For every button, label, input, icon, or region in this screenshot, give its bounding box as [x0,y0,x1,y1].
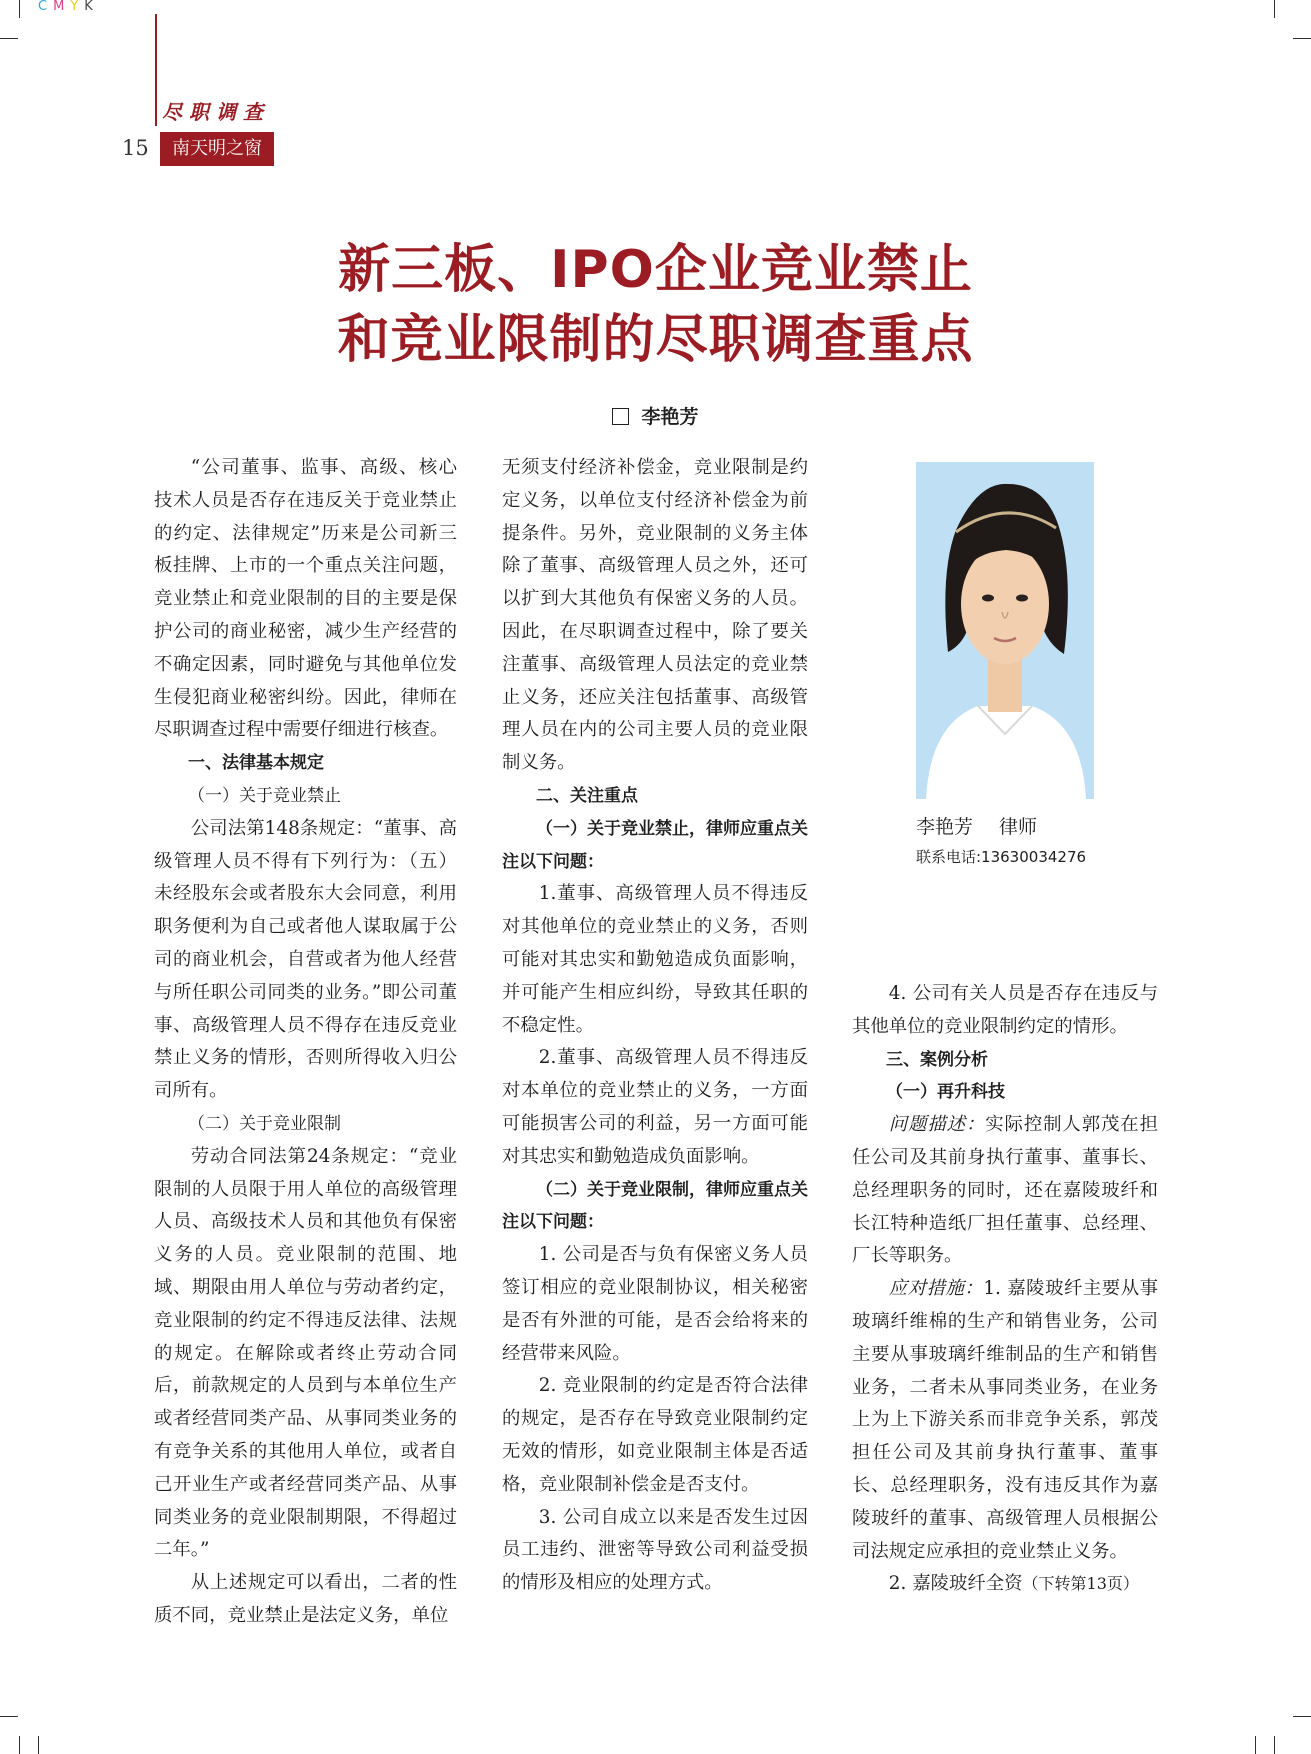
author-name: 李艳芳 [641,406,699,428]
paragraph: 3. 公司自成立以来是否发生过因员工违约、泄密等导致公司利益受损的情形及相应的处理方式。 [502,1506,808,1594]
column-badge: 南天明之窗 [160,132,274,166]
crop-mark [19,0,20,18]
section-heading: 一、法律基本规定 [188,753,324,774]
paragraph: 公司法第148条规定：“董事、高级管理人员不得有下列行为：（五）未经股东会或者股东大会同意，利用职务便利为自己或者他人谋取属于公司的商业机会，自营或者为他人经营与所任职公司同类的业务。”即公司董事、高级管理人员不得存在违反竞业禁止义务的情形，否则所得收入归公司所有。 [154,817,457,1102]
text-column-2 [502,452,808,1600]
crop-mark [0,38,18,39]
sub-heading: （二）关于竞业限制 [188,1113,341,1134]
photo-title: 律师 [999,816,1038,838]
article-title-line-1: 新三板、IPO企业竞业禁止 [338,240,973,300]
photo-name: 李艳芳 [916,816,974,838]
measure-text: 1. 嘉陵玻纤主要从事玻璃纤维棉的生产和销售业务，公司主要从事玻璃纤维制品的生产和销售业务，二者未从事同类业务，在业务上为上下游关系而非竞争关系，郭茂担任公司及其前身执行董事、董事长、总经理职务，没有违反其作为嘉陵玻纤的董事、高级管理人员根据公司法规定应承担的竞业禁止义务。 [852,1278,1158,1562]
paragraph: 2. 竞业限制的约定是否符合法律的规定，是否存在导致竞业限制约定无效的情形，如竞业限制主体是否适格，竞业限制补偿金是否支付。 [502,1375,808,1495]
section-label: 尽职调查 [162,100,270,124]
paragraph: 从上述规定可以看出，二者的性质不同，竞业禁止是法定义务，单位 [154,1572,457,1626]
photo-caption [916,812,1037,839]
crop-mark [19,1736,20,1754]
paragraph: 劳动合同法第24条规定：“竞业限制的人员限于用人单位的高级管理人员、高级技术人员和其他负有保密义务的人员。竞业限制的范围、地域、期限由用人单位与劳动者约定，竞业限制的约定不得违反法律、法规的规定。在解除或者终止劳动合同后，前款规定的人员到与本单位生产或者经营同类产品、从事同类业务的有竞争关系的其他用人单位，或者自己开业生产或者经营同类产品、从事同类业务的竞业限制期限，不得超过二年。” [154,1145,457,1561]
byline [0,402,1311,429]
sub-heading: （一）关于竞业禁止，律师应重点关注以下问题： [502,818,808,872]
measure-label: 应对措施： [888,1278,984,1300]
paragraph [852,1273,1158,1568]
sub-heading: （二）关于竞业限制，律师应重点关注以下问题： [502,1179,808,1233]
text-column-1 [154,452,457,1633]
crop-mark [38,1736,39,1754]
text-column-3 [852,978,1158,1601]
paragraph: 1. 公司是否与负有保密义务人员签订相应的竞业限制协议，相关秘密是否有外泄的可能，是否会给将来的经营带来风险。 [502,1244,808,1364]
sub-heading: （一）再升科技 [886,1082,1005,1103]
issue-text: 实际控制人郭茂在担任公司及其前身执行董事、董事长、总经理职务的同时，还在嘉陵玻纤和长江特种造纸厂担任董事、总经理、厂长等职务。 [852,1114,1158,1267]
paragraph: 1.董事、高级管理人员不得违反对其他单位的竞业禁止的义务，否则可能对其忠实和勤勉造成负面影响，并可能产生相应纠纷，导致其任职的不稳定性。 [502,883,808,1036]
crop-mark [1274,1736,1275,1754]
byline-box-icon [612,408,629,425]
continued-note: （下转第13页） [1022,1574,1139,1594]
contact-phone: 联系电话:13630034276 [916,848,1087,866]
article-title-line-2: 和竞业限制的尽职调查重点 [337,310,974,370]
paragraph: 2.董事、高级管理人员不得违反对本单位的竞业禁止的义务，一方面可能损害公司的利益，另一方面可能对其忠实和勤勉造成负面影响。 [502,1047,808,1167]
cmyk-mark: C [38,0,54,14]
page-number: 15 [122,136,149,160]
crop-mark [1274,0,1275,18]
paragraph [852,1568,1158,1601]
paragraph: 4. 公司有关人员是否存在违反与其他单位的竞业限制约定的情形。 [852,983,1158,1037]
cmyk-mark: K [84,0,99,14]
crop-mark [1293,38,1311,39]
section-heading: 三、案例分析 [886,1049,988,1070]
crop-mark [1293,1716,1311,1717]
sub-heading: （一）关于竞业禁止 [188,785,341,806]
last-text: 2. 嘉陵玻纤全资 [888,1573,1023,1595]
cmyk-mark: M [53,0,71,14]
crop-mark [0,1716,18,1717]
crop-mark [1255,1736,1256,1754]
paragraph: “公司董事、监事、高级、核心技术人员是否存在违反关于竞业禁止的约定、法律规定”历来是公司新三板挂牌、上市的一个重点关注问题，竞业禁止和竞业限制的目的主要是保护公司的商业秘密，减少生产经营的不确定因素，同时避免与其他单位发生侵犯商业秘密纠纷。因此，律师在尽职调查过程中需要仔细进行核查。 [154,457,457,741]
paragraph [852,1109,1158,1273]
cmyk-color-marks [38,0,99,14]
paragraph: 无须支付经济补偿金，竞业限制是约定义务，以单位支付经济补偿金为前提条件。另外，竞业限制的义务主体除了董事、高级管理人员之外，还可以扩到大其他负有保密义务的人员。因此，在尽职调查过程中，除了要关注董事、高级管理人员法定的竞业禁止义务，还应关注包括董事、高级管理人员在内的公司主要人员的竞业限制义务。 [502,457,808,774]
cmyk-mark: Y [70,0,85,14]
issue-label: 问题描述： [888,1114,986,1136]
header-rule [155,14,157,126]
section-heading: 二、关注重点 [536,785,638,806]
portrait-illustration [916,462,1094,799]
author-photo [916,462,1094,799]
